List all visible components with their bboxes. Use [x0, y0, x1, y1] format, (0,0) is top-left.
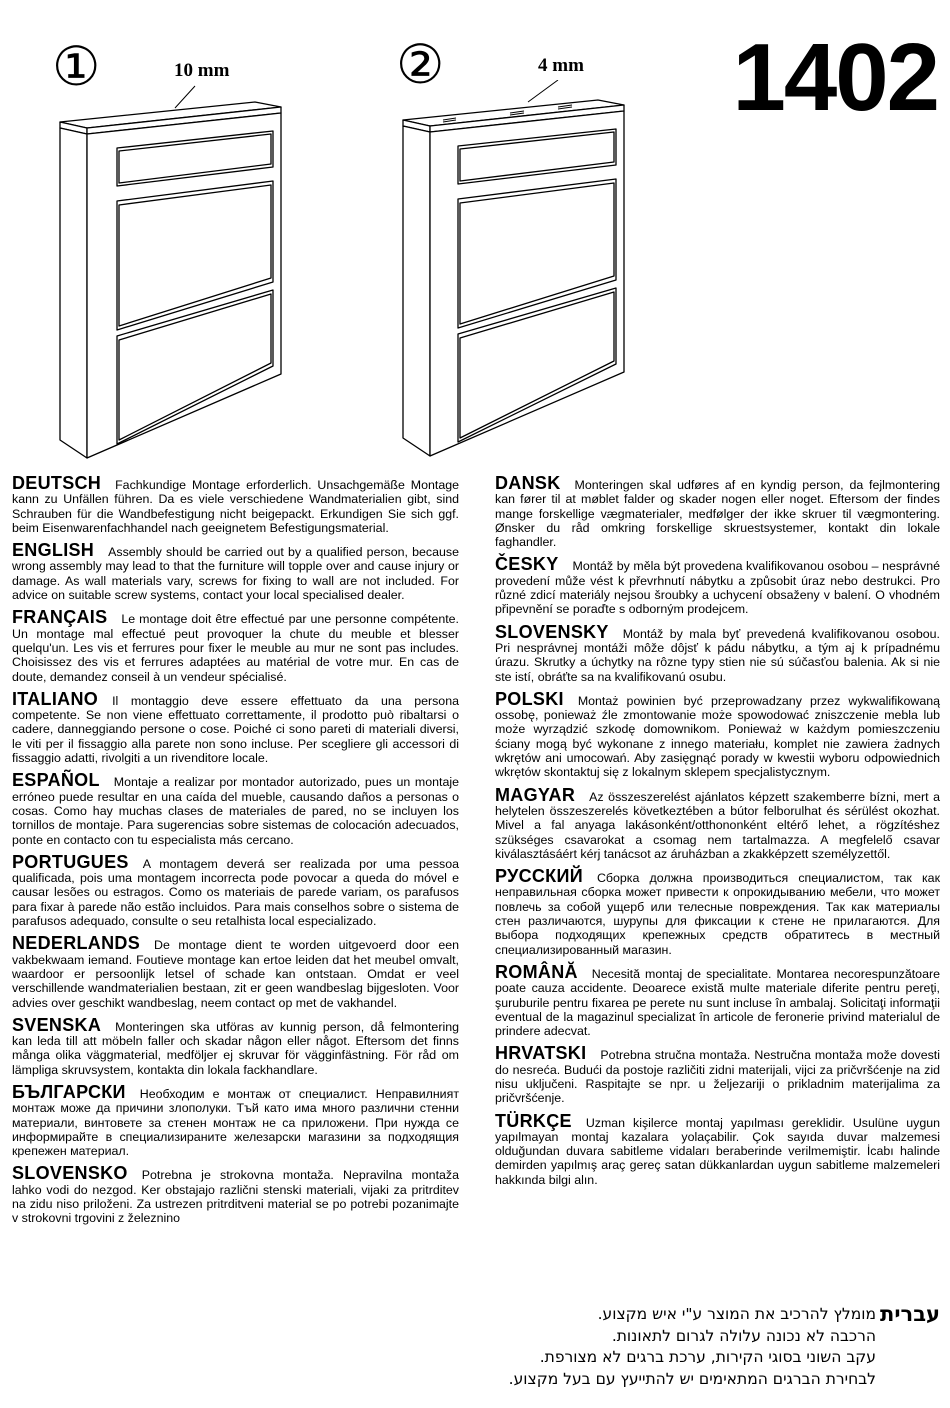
dimension-label-10mm: 10 mm: [174, 60, 230, 81]
language-heading: DANSK: [495, 473, 561, 493]
section-text: Monteringen skal udføres af en kyndig person, da fejlmontering kan fører til at møblet falder og skader nogen eller noget. Eftersom der findes mange forskellige vægmaterialer, medfølger der ikke skruer til vægmontering. Ønsker du råd omkring forskellige skruestsystemer, kontakt din lokale faghandler.: [495, 478, 940, 550]
section-text: Il montaggio deve essere effettuato da una persona competente. Se non viene effettuato correttamente, il prodotto può ribaltarsi o cadere, danneggiando persone o cose. Poiché ci sono pareti di materiali diversi, le viti per il fissaggio alla parete non sono incluse. Per scegliere gli accessori di fissaggio adatti, rivolgiti a un rivenditore locale.: [12, 693, 459, 766]
hebrew-line: עקב השוני בסוגי הקירות, ערכת ברגים לא מצורפת.: [539, 1348, 876, 1366]
section-text: Montáž by měla být provedena kvalifikovanou osobou – nesprávné provedení může vést k převrhnutí nábytku a způsobit úraz nebo destrukci. Pro různé zdicí materiály nejsou šroubky a uchycení obsaženy v balení. O vhodném připevnění se poraďte s odborným prodejcem.: [495, 559, 940, 617]
language-heading: TÜRKÇE: [495, 1110, 572, 1131]
section-bulgarian: [12, 1081, 459, 1159]
model-number: 1402: [732, 24, 938, 131]
language-heading: РУССКИЙ: [495, 866, 583, 887]
section-text: Potrebna je strokovna montaža. Nepravilna montaža lahko vodi do nezgod. Ker obstajajo različni stenski materiali, vijaki za pritrditev na zidu niso priloženi. Za ustrezen pritrditveni material se po potrebi pozanimajte v strokovni trgovini z železnino: [12, 1168, 459, 1226]
section-english: [12, 540, 459, 603]
dimension-label-4mm: 4 mm: [538, 55, 584, 76]
language-heading: БЪЛГАРСКИ: [12, 1081, 126, 1102]
language-heading: DEUTSCH: [12, 473, 102, 493]
language-heading: MAGYAR: [495, 784, 576, 805]
section-text: Uzman kişilerce montaj yapılması gereklidir. Usulüne uygun yapılmayan montaj kazalara yolaçabilir. Çok sayıda duvar malzemesi olduğundan duvara sabitleme vidaları beraberinde verilmemiştir. İcabı halinde demirden yapılmış araç gereç satan dükkanlardan uygun sabitleme malzemeleri hakkında bilgi alın.: [495, 1115, 940, 1187]
section-text: Le montage doit être effectué par une personne compétente. Un montage mal effectué peut provoquer la chute du meuble et blesser quelqu'un. Les vis et ferrures pour fixer le meuble au mur ne sont pas includes. Choisissez des vis et ferrures adaptées au matérial de votre mur. En cas de doute, demandez conseil à un vendeur spécialisé.: [12, 612, 459, 684]
language-heading: ITALIANO: [12, 688, 99, 709]
language-heading: ROMÂNĂ: [495, 961, 578, 982]
section-text: Potrebna stručna montaža. Nestručna montaža može dovesti do nesreća. Budući da postoje različiti zidni materijali, vijci za pričvršćenje na zid nisu uključeni. Raspitajte se npr. u željezariji o prikladnim materijalima za pričvršćenje.: [495, 1048, 940, 1106]
section-dansk: [495, 473, 940, 550]
hebrew-line: הרכבה לא נכונה עלולה לגרום לתאונות.: [611, 1326, 876, 1345]
language-heading: ESPAÑOL: [12, 770, 100, 791]
section-text: Assembly should be carried out by a qualified person, because wrong assembly may lead to that the furniture will topple over and cause injury or damage. As wall materials vary, screws for fixing to wall are not included. For advice on suitable screw systems, contact your local specialised dealer.: [12, 545, 459, 603]
section-text: Fachkundige Montage erforderlich. Unsachgemäße Montage kann zu Unfällen führen. Da es viele verschiedene Wandmaterialien gibt, sind Schrauben für die Wandbefestigung nicht beigepackt. Erkundigen Sie sich ggf. beim Eisenwarenfachhandel nach geeignetem Befestigungsmaterial.: [12, 478, 459, 535]
language-heading: ENGLISH: [12, 540, 95, 561]
section-portugues: [12, 851, 459, 929]
section-cesky: [495, 554, 940, 617]
section-text: Monteringen ska utföras av kunnig person, då felmontering kan leda till att möbeln faller och skadar någon eller något. Eftersom det finns många olika väggmaterial, medföljer ej skruvar för vägginfästning. För råd om lämpliga skruvsystem, kontakta din lokala fackhandlare.: [12, 1019, 459, 1077]
hebrew-line: מומלץ להרכיב את המוצר ע"י איש מקצוע.: [597, 1305, 876, 1323]
language-heading: SVENSKA: [12, 1014, 102, 1035]
hebrew-line: לבחירת הברגים המתאימים יש להתייעץ עם בעל מקצוע.: [508, 1369, 876, 1388]
section-slovensky: [495, 621, 940, 684]
section-text: Az összeszerelést ajánlatos képzett szakemberre bízni, mert a helytelen összeszerelés következtében a bútor felborulhat és sérülést okozhat. Mivel a fal anyaga lakásonként/otthononként eltérő lehet, a rögzítéshez szükséges csavarokat a csomag nem tartalmazza. A megfelelő csavar kiválasztásáért kérj tanácsot az áruházban a zkakképzett személyzettől.: [495, 789, 940, 861]
language-heading: FRANÇAIS: [12, 607, 108, 628]
section-slovensko: [12, 1163, 459, 1226]
section-text: Montaje a realizar por montador autorizado, pues un montaje erróneo puede resultar en una caída del mueble, causando daños a personas o cosas. Como hay muchas clases de materiales de pared, no se incluyen los tornillos de montaje. Para sugerencias sobre sistemas de colocación adecuados, ponte en contacto con tu especialista más cercano.: [12, 775, 459, 847]
section-text: Montáž by mala byť prevedená kvalifikovanou osobou. Pri nesprávnej montáži môže dôjsť k pádu nábytku, a tým aj k prípadnému úrazu. Skrutky a úchytky na rôzne typy stien nie sú súčasťou balenia. Ak si nie ste istí, obráťte sa na kvalifikovanú osubu.: [495, 626, 940, 684]
section-text: Сборка должна производиться специалистом, так как неправильная сборка может привести к опрокидыванию мебели, что может повлечь за собой ущерб или телесные повреждения. Так как материалы стен различаются, шурупы для фиксации к стене не прилагаются. Для выбора подходящих крепежных средств обратитесь в местный специализированный магазин.: [495, 871, 940, 957]
section-text: Necesită montaj de specialitate. Montarea necorespunzătoare poate cauza accidente. Deoarece există multe materiale diferite pentru pereţi, şuruburile pentru fixarea pe perete nu sunt incluse în ambalaj. Solicitaţi informaţii eventual de la magazinul specializat în articole de feronerie privind materialul de prindere adecvat.: [495, 966, 940, 1039]
language-heading: PORTUGUES: [12, 851, 129, 872]
cabinet-illustration-2: [398, 80, 638, 460]
section-magyar: [495, 784, 940, 861]
section-francais: [12, 607, 459, 684]
cabinet-illustration-1: [55, 82, 295, 462]
section-turkce: [495, 1110, 940, 1187]
section-text: De montage dient te worden uitgevoerd door een vakbekwaam iemand. Foutieve montage kan ertoe leiden dat het meubel omvalt, waardoor er persoonlijk letsel of schade kan ontstaan. Omdat er veel verschillende wandmaterialien bestaan, zit er geen wandbeslag bijgesloten. Voor advies over geschikt wandbeslag, neem contact op met de vakhandel.: [12, 938, 459, 1010]
language-heading: POLSKI: [495, 688, 564, 709]
section-text: Montaż powinien być przeprowadzany przez wykwalifikowaną ossobę, ponieważ źle zmontowanie może spowodować zniszczenie mebla lub może wyrządzić szkodę domownikom. Ponieważ w każdym pomieszczeniu ściany mogą być wykonane z innego materiału, komplet nie zawiera żadnych wkrętów ani umocowań. Aby zasięgnąć porady w kwestii wyboru odpowiednich wkrętów skontaktuj się z lokalnym sklepem specjalistycznym.: [495, 693, 940, 780]
section-espanol: [12, 770, 459, 847]
section-nederlands: [12, 933, 459, 1010]
language-heading: SLOVENSKY: [495, 621, 609, 642]
language-heading: NEDERLANDS: [12, 933, 141, 954]
language-heading: עברית: [880, 1302, 940, 1326]
language-heading: ČESKY: [495, 554, 559, 575]
section-text: Необходим е монтаж от специалист. Неправилният монтаж може да причини злополуки. Тъй като има много различни стенни материали, винтовете за стенен монтаж не са приложени. При нужда се информирайте в специализираните железарски магазини за подходящия крепежен материал.: [12, 1086, 459, 1159]
section-russian: [495, 866, 940, 957]
section-svenska: [12, 1014, 459, 1077]
warning-column-left: [12, 473, 459, 1234]
section-polski: [495, 688, 940, 780]
section-italiano: [12, 688, 459, 766]
section-hrvatski: [495, 1043, 940, 1106]
language-heading: HRVATSKI: [495, 1043, 587, 1064]
section-text: A montagem deverá ser realizada por uma pessoa qualificada, pois uma montagem incorrecta pode povocar a queda do móvel e causar lesões ou estragos. Como os materiais de parede variam, os parafusos para fixar à parede não estão incluidos. Para mais conselhos sobre o sistema de parafusos adequado, consulte o seu retalhista local especializado.: [12, 856, 459, 929]
section-romana: [495, 961, 940, 1039]
step-2-marker: ②: [396, 33, 445, 96]
step-1-marker: ①: [52, 35, 101, 98]
warning-column-right: [495, 473, 940, 1195]
language-heading: SLOVENSKO: [12, 1163, 128, 1184]
hebrew-text: [496, 1304, 876, 1390]
section-deutsch: [12, 473, 459, 535]
